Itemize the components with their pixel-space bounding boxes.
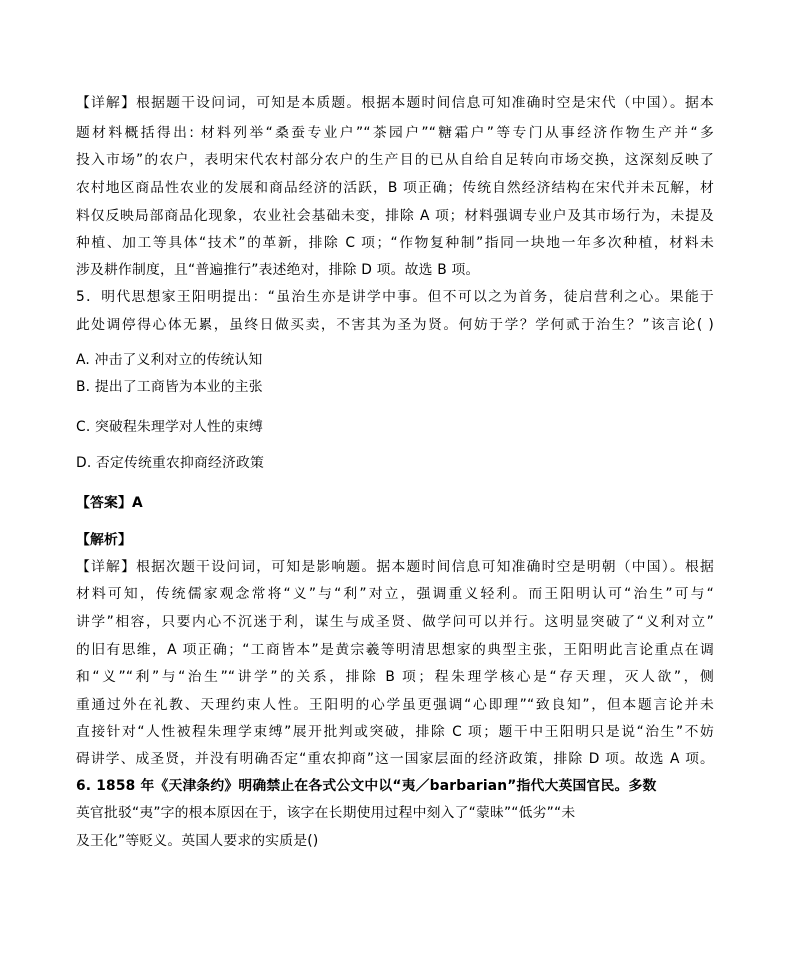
text-line: 材料可知，传统儒家观念常将“义”与“利”对立，强调重义轻利。而王阳明认可“治生”可与“ (76, 586, 714, 602)
text-line: 涉及耕作制度，且“普遍推行”表述绝对，排除 D 项。故选 B 项。 (76, 262, 480, 278)
text-line: 重通过外在礼教、天理约束人性。王阳明的心学虽更强调“心即理”“致良知”，但本题言论并未 (76, 697, 714, 713)
question-stem-line: 5．明代思想家王阳明提出：“虽治生亦是讲学中事。但不可以之为首务，徒启营利之心。果能于 (76, 289, 714, 305)
text-line: 直接针对“人性被程朱理学束缚”展开批判或突破，排除 C 项；题干中王阳明只是说“治生”不妨 (76, 724, 714, 740)
text-line: 【详解】根据次题干设问词，可知是影响题。据本题时间信息可知准确时空是明朝（中国）。根据 (76, 559, 714, 575)
text-line: 题材料概括得出: 材料列举“桑蚕专业户”“茶园户”“糖霜户”等专门从事经济作物生产并“多 (76, 125, 714, 141)
text-line: 种植、加工等具体“技术”的革新，排除 C 项；“作物复种制”指同一块地一年多次种植，材料未 (76, 235, 714, 251)
question-stem-line: 及王化”等贬义。英国人要求的实质是() (76, 833, 319, 849)
text-line: 讲学”相容，只要内心不沉迷于利，谋生与成圣贤、做学问可以并行。这明显突破了“义利对立” (76, 614, 714, 630)
option-a: A. 冲击了义利对立的传统认知 (76, 352, 263, 368)
answer-label: 【答案】A (76, 495, 143, 511)
text-line: 农村地区商品性农业的发展和商品经济的活跃，B 项正确；传统自然经济结构在宋代并未瓦解，材 (76, 180, 714, 196)
text-line: 碍讲学、成圣贤，并没有明确否定“重农抑商”这一国家层面的经济政策，排除 D 项。故选 A 项。 (76, 751, 714, 767)
text-line: 的旧有思维，A 项正确；“工商皆本”是黄宗羲等明清思想家的典型主张，王阳明此言论重点在调 (76, 642, 714, 658)
text-line: 【详解】根据题干设问词，可知是本质题。根据本题时间信息可知准确时空是宋代（中国）。据本 (76, 95, 714, 111)
option-d: D. 否定传统重农抑商经济政策 (76, 455, 264, 471)
option-b: B. 提出了工商皆为本业的主张 (76, 379, 263, 395)
text-line: 投入市场”的农户，表明宋代农村部分农户的生产目的已从自给自足转向市场交换，这深刻反映了 (76, 152, 714, 168)
question-stem-line: 6. 1858 年《天津条约》明确禁止在各式公文中以“夷／barbarian”指代大英国官民。多数 (76, 778, 657, 794)
analysis-heading: 【解析】 (76, 532, 132, 548)
question-stem-line: 英官批驳“夷”字的根本原因在于，该字在长期使用过程中刻入了“蒙昧”“低劣”“未 (76, 805, 576, 821)
option-c: C. 突破程朱理学对人性的束缚 (76, 419, 263, 435)
text-line: 料仅反映局部商品化现象，农业社会基础未变，排除 A 项；材料强调专业户及其市场行为，未提及 (76, 208, 714, 224)
text-line: 和“义”“利”与“治生”“讲学”的关系，排除 B 项；程朱理学核心是“存天理，灭人欲”，侧 (76, 669, 714, 685)
question-stem-line: 此处调停得心体无累，虽终日做买卖，不害其为圣为贤。何妨于学？学何贰于治生？”该言论( ) (76, 317, 714, 333)
